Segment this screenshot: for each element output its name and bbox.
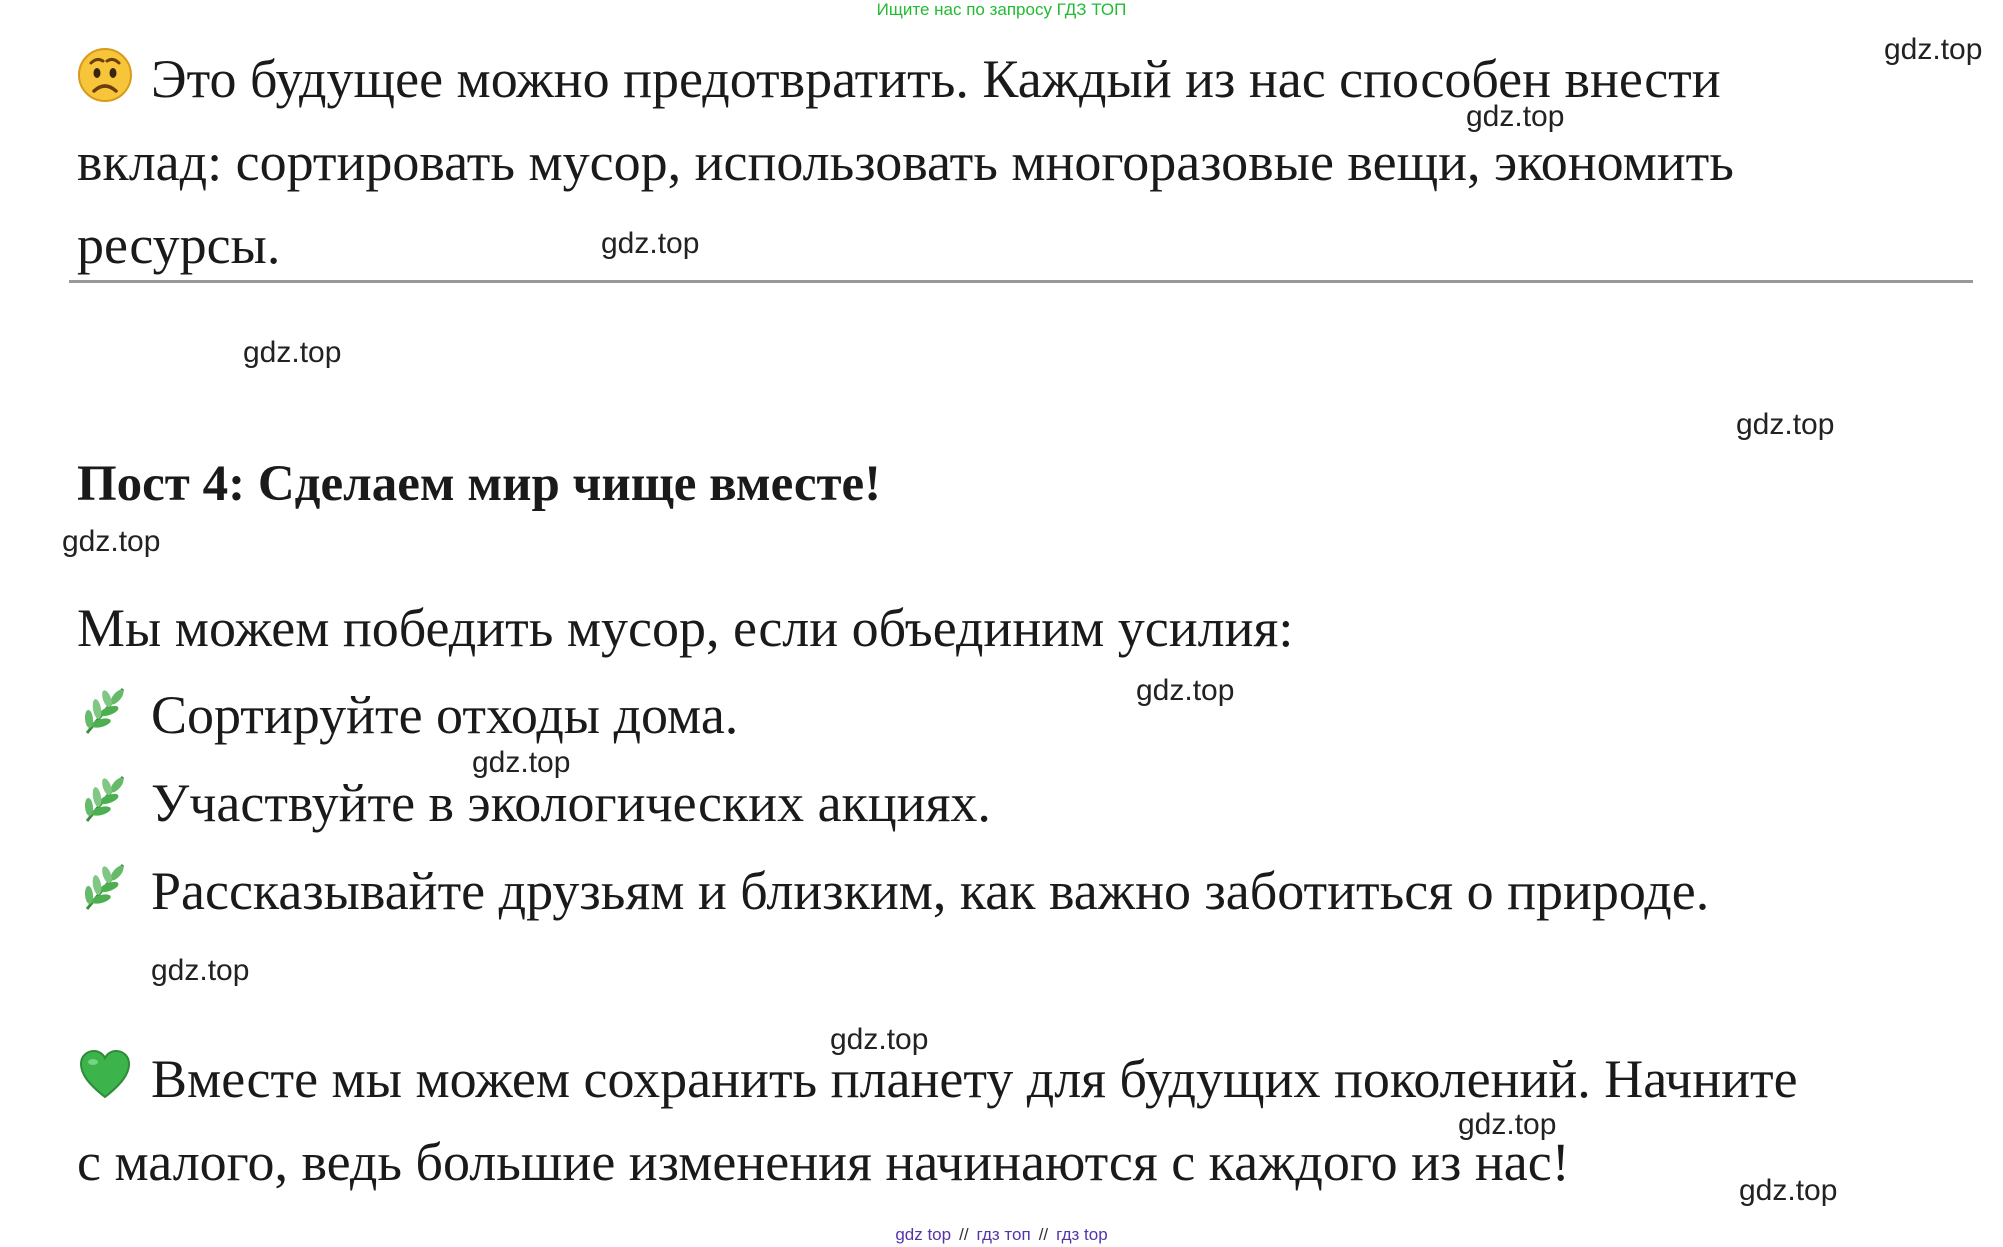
footer-separator: // xyxy=(1038,1225,1049,1244)
list-item xyxy=(77,771,991,834)
footer-banner-item: гдз top xyxy=(1056,1225,1108,1244)
paragraph-line-2: вклад: сортировать мусор, использовать многоразовые вещи, экономить xyxy=(77,132,1734,192)
footer-banner-item: gdz top xyxy=(895,1225,952,1244)
watermark: gdz.top xyxy=(1458,1108,1557,1141)
paragraph-line-1 xyxy=(77,38,1977,121)
watermark: gdz.top xyxy=(1136,674,1235,707)
watermark: gdz.top xyxy=(830,1023,929,1056)
herb-icon xyxy=(77,859,133,915)
watermark: gdz.top xyxy=(1466,100,1565,133)
watermark: gdz.top xyxy=(243,336,342,369)
watermark: gdz.top xyxy=(1736,408,1835,441)
closing-line-2: с малого, ведь большие изменения начинаются с каждого из нас! xyxy=(77,1132,1570,1192)
footer-banner-item: гдз топ xyxy=(976,1225,1031,1244)
paragraph-text: Это будущее можно предотвратить. Каждый из нас способен внести xyxy=(151,49,1721,109)
watermark: gdz.top xyxy=(1884,33,1983,66)
closing-line-1 xyxy=(77,1038,1977,1121)
herb-icon xyxy=(77,771,133,827)
intro-text: Мы можем победить мусор, если объединим усилия: xyxy=(77,598,1294,658)
header-banner: Ищите нас по запросу ГДЗ ТОП xyxy=(876,0,1127,19)
list-item xyxy=(77,683,738,746)
footer-separator: // xyxy=(959,1225,969,1244)
closing-text: Вместе мы можем сохранить планету для будущих поколений. Начните xyxy=(151,1049,1798,1109)
watermark: gdz.top xyxy=(472,746,571,779)
future-paragraph xyxy=(77,38,1977,287)
watermark: gdz.top xyxy=(151,954,250,987)
list-item-text: Рассказывайте друзьям и близким, как важно заботиться о природе. xyxy=(151,861,1710,921)
worried-face-icon xyxy=(77,47,133,103)
watermark: gdz.top xyxy=(62,525,161,558)
watermark: gdz.top xyxy=(601,227,700,260)
list-item xyxy=(77,859,1709,922)
watermark: gdz.top xyxy=(1739,1174,1838,1207)
list-item-text: Участвуйте в экологических акциях. xyxy=(151,773,991,833)
section-divider xyxy=(69,280,1973,283)
paragraph-line-3: ресурсы. xyxy=(77,215,281,275)
footer-banner xyxy=(0,1225,2003,1245)
post-heading: Пост 4: Сделаем мир чище вместе! xyxy=(77,456,882,512)
closing-paragraph xyxy=(77,1038,1977,1204)
list-item-text: Сортируйте отходы дома. xyxy=(151,685,739,745)
green-heart-icon xyxy=(77,1047,133,1103)
herb-icon xyxy=(77,683,133,739)
